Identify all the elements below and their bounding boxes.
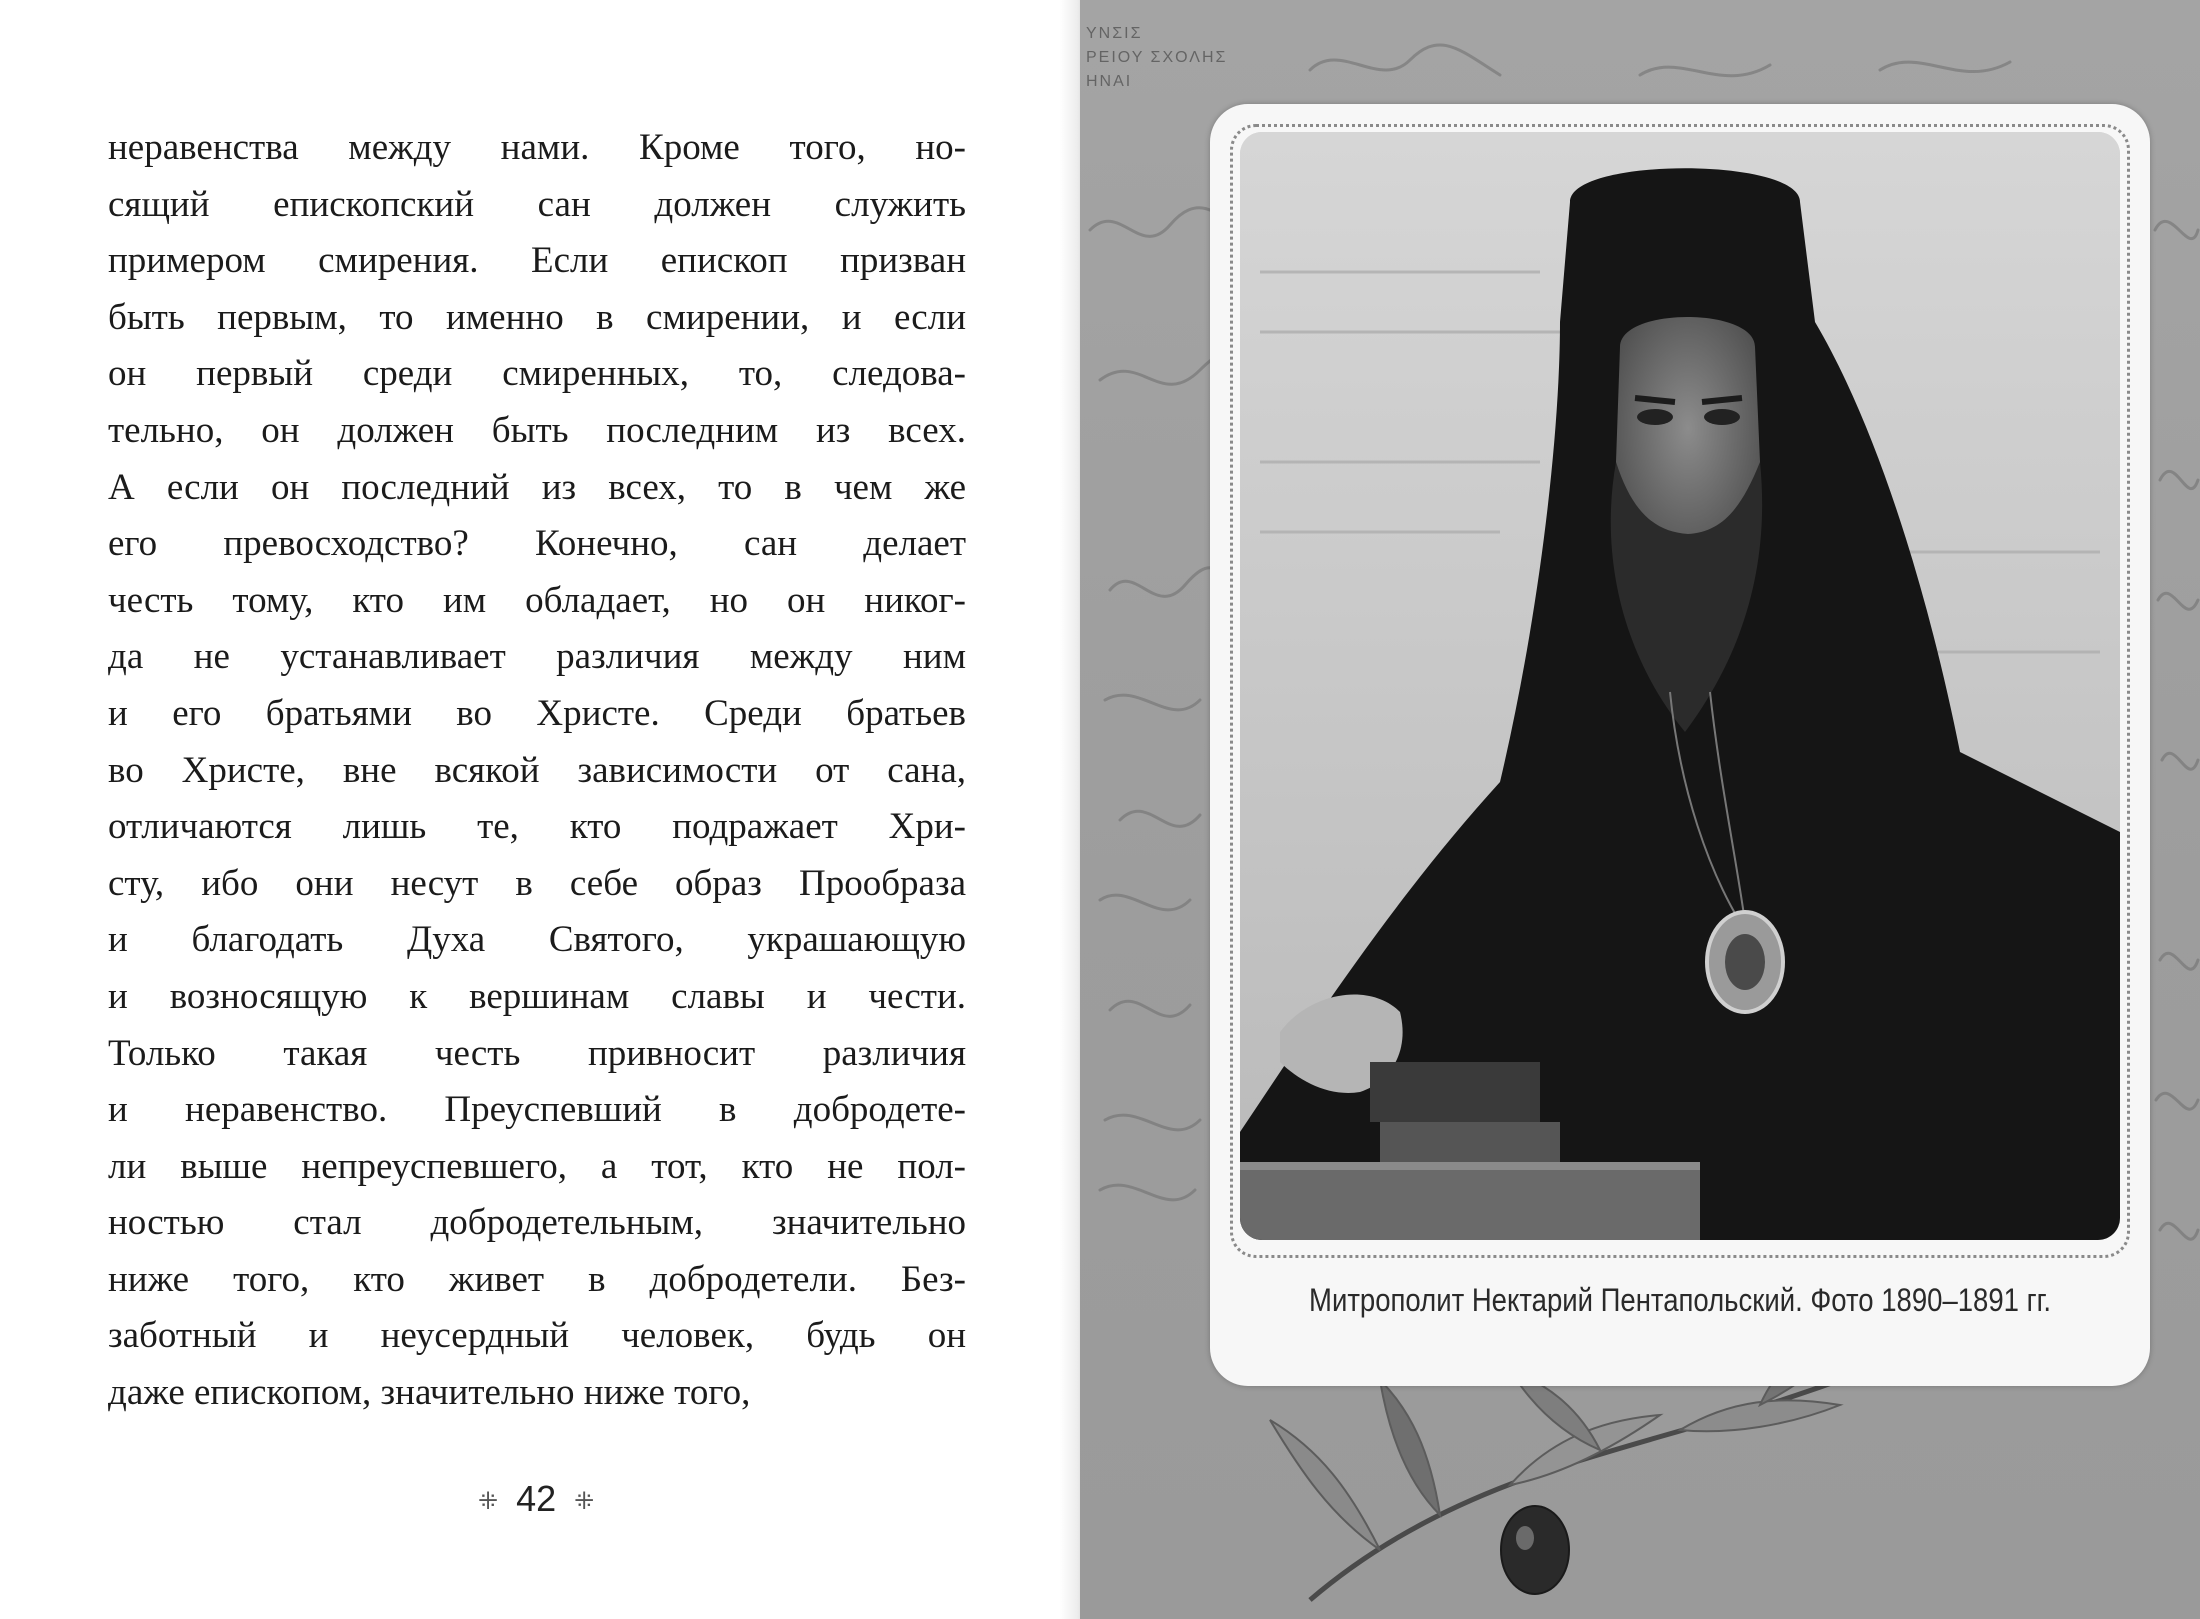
text-line: во Христе, вне всякой зависимости от сана, — [108, 749, 966, 791]
right-page — [1080, 0, 2200, 1619]
portrait-photo — [1240, 132, 2120, 1240]
text-line: заботный и неусердный человек, будь он — [108, 1315, 966, 1357]
text-line: сящий епископский сан должен служить — [108, 183, 966, 225]
text-line: да не устанавливает различия между ним — [108, 636, 966, 678]
body-text — [108, 120, 966, 1422]
photo-caption: Митрополит Нектарий Пентапольский. Фото 1890–1891 гг. — [1309, 1282, 2051, 1318]
text-line: ниже того, кто живет в добродетели. Без- — [108, 1258, 966, 1300]
text-line: честь тому, кто им обладает, но он никог- — [108, 579, 966, 621]
text-line: А если он последний из всех, то в чем же — [108, 466, 966, 508]
text-line: и благодать Духа Святого, украшающую — [108, 919, 966, 961]
text-line: ли выше непреуспевшего, а тот, кто не пол- — [108, 1145, 966, 1187]
text-line: тельно, он должен быть последним из всех. — [108, 409, 966, 451]
text-line: ностью стал добродетельным, значительно — [108, 1202, 966, 1244]
text-line: даже епископом, значительно ниже того, — [108, 1372, 751, 1414]
text-line: и возносящую к вершинам славы и чести. — [108, 975, 966, 1017]
text-line: Только такая честь привносит различия — [108, 1032, 966, 1074]
text-line: и неравенство. Преуспевший в добродете- — [108, 1089, 966, 1131]
text-line: неравенства между нами. Кроме того, но- — [108, 127, 966, 168]
page-number-footer — [460, 1478, 600, 1520]
left-page — [0, 0, 1078, 1619]
archive-stamp: ΥΝΣΙΣ ΡΕΙΟΥ ΣΧΟΛΗΣ ΗΝΑΙ — [1086, 25, 1228, 90]
ornament-right-icon: ⁜ — [574, 1487, 595, 1515]
text-line: отличаются лишь те, кто подражает Хри- — [108, 806, 966, 848]
page-number: 42 — [516, 1478, 557, 1519]
text-line: его превосходство? Конечно, сан делает — [108, 523, 966, 565]
text-line: и его братьями во Христе. Среди братьев — [108, 692, 966, 734]
text-line: он первый среди смиренных, то, следова- — [108, 353, 966, 395]
text-line: примером смирения. Если епископ призван — [108, 240, 966, 282]
text-line: быть первым, то именно в смирении, и если — [108, 296, 966, 338]
ornament-left-icon: ⁜ — [478, 1487, 499, 1515]
text-line: сту, ибо они несут в себе образ Прообраза — [108, 862, 966, 904]
photo-card — [1210, 104, 2150, 1386]
